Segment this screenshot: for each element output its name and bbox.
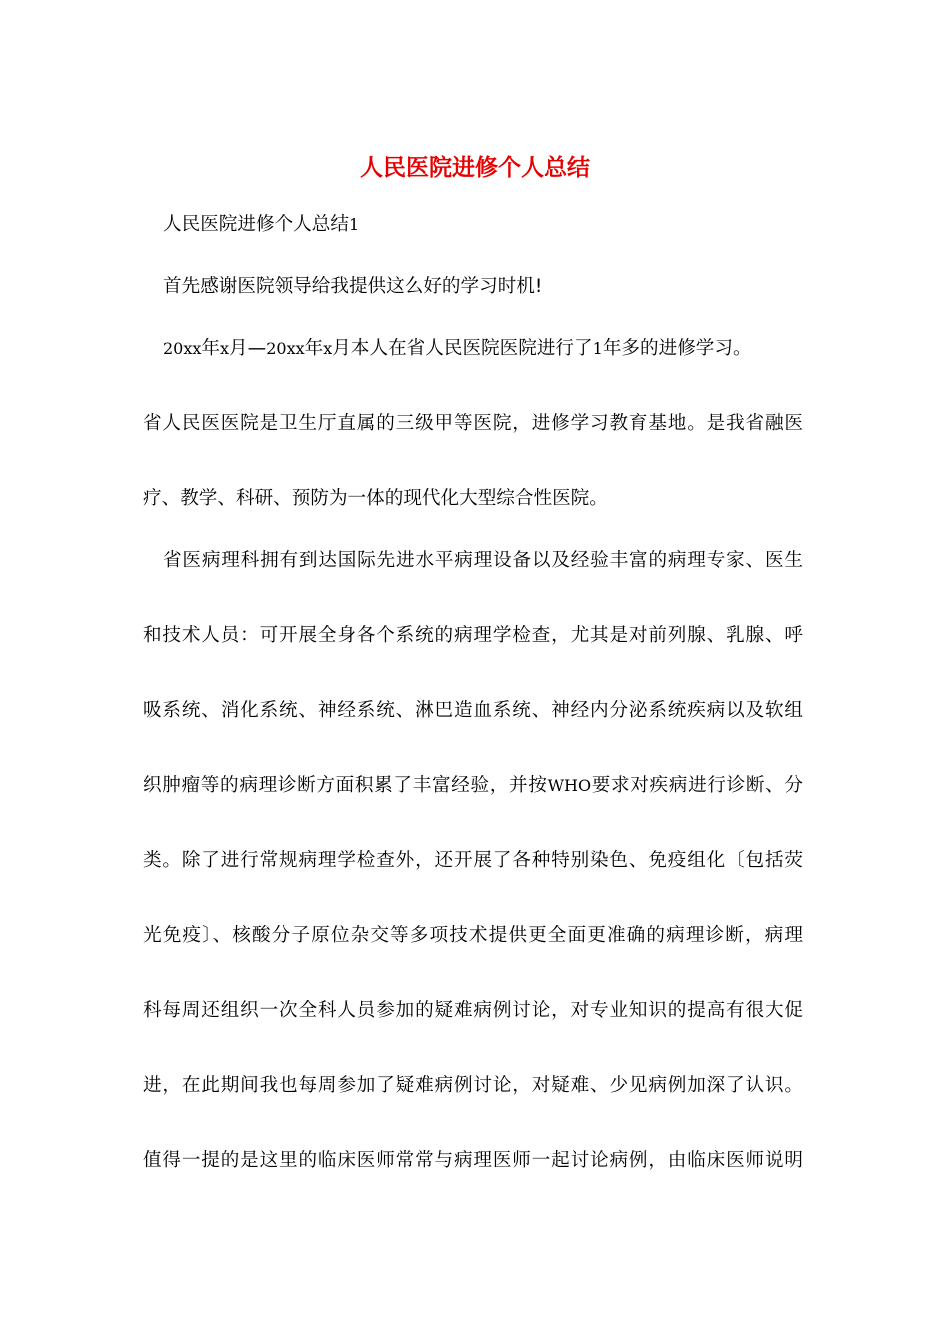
paragraph-intro-line-1: 省人民医医院是卫生厅直属的三级甲等医院，进修学习教育基地。是我省融医	[143, 413, 803, 434]
paragraph-pathology-line-1: 省医病理科拥有到达国际先进水平病理设备以及经验丰富的病理专家、医生	[163, 550, 803, 571]
who-abbreviation: WHO	[547, 776, 592, 795]
paragraph-pathology-line-5: 类。除了进行常规病理学检查外，还开展了各种特别染色、免疫组化〔包括荧	[143, 850, 803, 871]
text-segment: 月—	[229, 338, 267, 359]
text-segment: 年	[304, 338, 324, 359]
paragraph-pathology-line-2: 和技术人员：可开展全身各个系统的病理学检查，尤其是对前列腺、乳腺、呼	[143, 625, 803, 646]
paragraph-intro-line-2: 疗、教学、科研、预防为一体的现代化大型综合性医院。	[143, 488, 608, 509]
paragraph-pathology-line-7: 科每周还组织一次全科人员参加的疑难病例讨论，对专业知识的提高有很大促	[143, 1000, 803, 1021]
paragraph-pathology-line-4	[143, 771, 803, 801]
document-title: 人民医院进修个人总结	[360, 154, 590, 181]
text-segment: 要求对疾病进行诊断、分	[591, 775, 803, 796]
text-segment: 年多的进修学习。	[602, 338, 752, 359]
month-end: x	[323, 339, 333, 358]
year-start: 20xx	[163, 339, 202, 358]
paragraph-thanks: 首先感谢医院领导给我提供这么好的学习时机!	[163, 276, 543, 297]
paragraph-pathology-line-3: 吸系统、消化系统、神经系统、淋巴造血系统、神经内分泌系统疾病以及软组	[143, 700, 803, 721]
text-segment: 年	[201, 338, 221, 359]
section-heading	[163, 210, 803, 240]
year-end: 20xx	[266, 339, 305, 358]
paragraph-pathology-line-8: 进，在此期间我也每周参加了疑难病例讨论，对疑难、少见病例加深了认识。	[143, 1075, 803, 1096]
text-segment: 月本人在省人民医院医院进行了	[332, 338, 593, 359]
section-heading-text: 人民医院进修个人总结	[163, 214, 349, 235]
duration-number: 1	[592, 339, 603, 358]
section-heading-number: 1	[348, 215, 360, 234]
paragraph-pathology-line-6: 光免疫〕、核酸分子原位杂交等多项技术提供更全面更准确的病理诊断，病理	[143, 925, 803, 946]
paragraph-period	[163, 334, 803, 364]
paragraph-pathology-line-9: 值得一提的是这里的临床医师常常与病理医师一起讨论病例，由临床医师说明	[143, 1150, 803, 1171]
month-start: x	[220, 339, 230, 358]
text-segment: 织肿瘤等的病理诊断方面积累了丰富经验，并按	[143, 775, 548, 796]
